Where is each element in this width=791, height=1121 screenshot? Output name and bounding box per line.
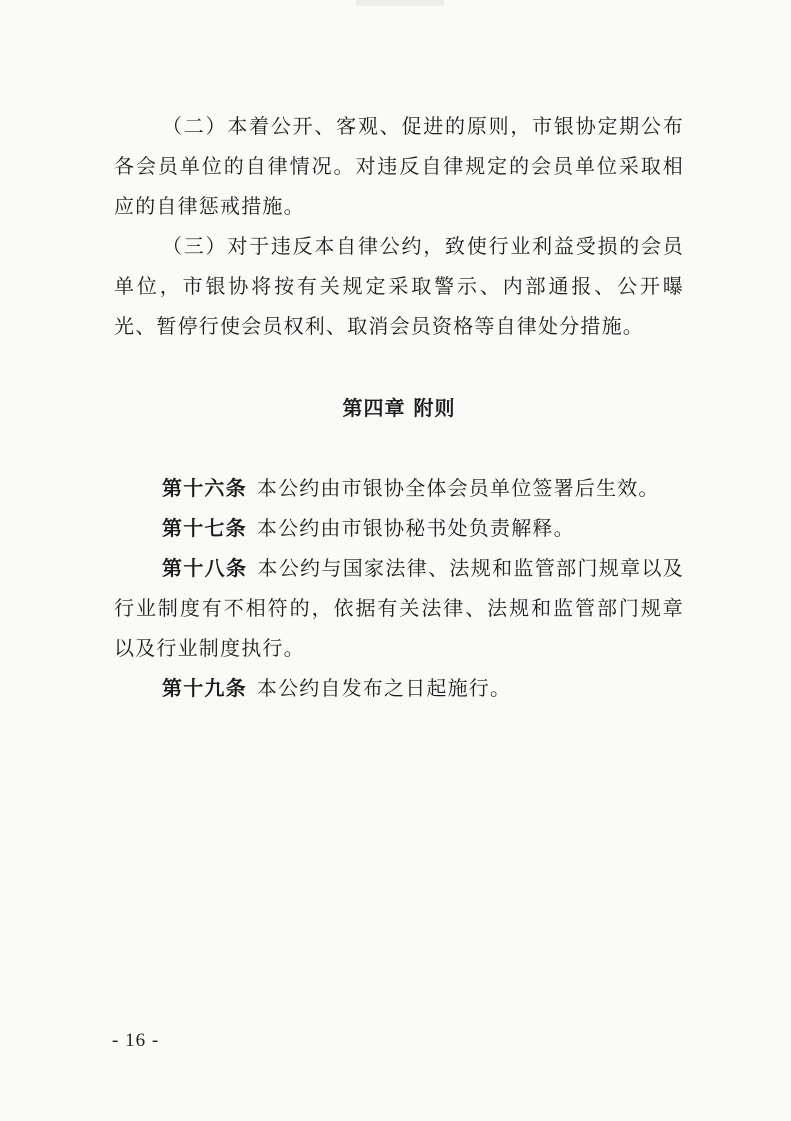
paragraph-2: （二）本着公开、客观、促进的原则，市银协定期公布各会员单位的自律情况。对违反自律规定的会员单位采取相应的自律惩戒措施。 — [114, 114, 684, 218]
article-17 — [114, 508, 684, 548]
article-16 — [114, 468, 684, 508]
page-number: - 16 - — [112, 1030, 160, 1051]
article-19-text: 本公约自发布之日起施行。 — [256, 676, 512, 700]
article-17-text: 本公约由市银协秘书处负责解释。 — [256, 516, 575, 540]
article-18-text: 本公约与国家法律、法规和监管部门规章以及行业制度有不相符的，依据有关法律、法规和监管部门规章以及行业制度执行。 — [114, 556, 684, 660]
article-18-number: 第十八条 — [162, 556, 248, 580]
article-18 — [114, 548, 684, 668]
article-16-text: 本公约由市银协全体会员单位签署后生效。 — [256, 476, 660, 500]
article-19 — [114, 668, 684, 708]
paragraph-3: （三）对于违反本自律公约，致使行业利益受损的会员单位，市银协将按有关规定采取警示、内部通报、公开曝光、暂停行使会员权利、取消会员资格等自律处分措施。 — [114, 234, 684, 338]
scan-mark — [355, 0, 445, 6]
article-16-number: 第十六条 — [162, 476, 247, 500]
article-17-number: 第十七条 — [162, 516, 247, 540]
chapter-title: 第四章 附则 — [342, 396, 456, 420]
article-19-number: 第十九条 — [162, 676, 247, 700]
